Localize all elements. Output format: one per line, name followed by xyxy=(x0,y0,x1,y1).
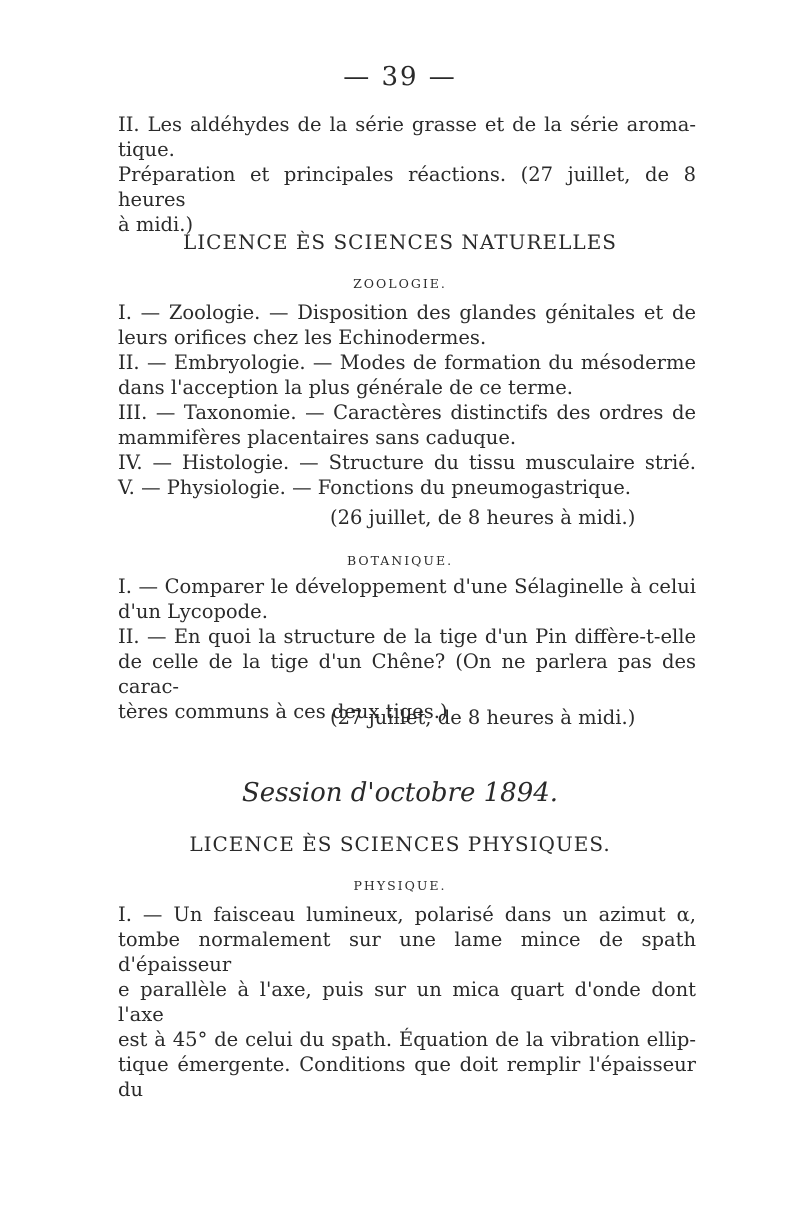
text-line: dans l'acception la plus générale de ce terme. xyxy=(118,376,573,399)
page-number: — 39 — xyxy=(343,62,457,92)
text-line: I. — Zoologie. — Disposition des glandes génitales et de xyxy=(118,301,696,324)
text-line: tique émergente. Conditions que doit remplir l'épaisseur du xyxy=(118,1053,696,1101)
zoologie-questions xyxy=(118,300,696,500)
text-line: leurs orifices chez les Echinodermes. xyxy=(118,326,487,349)
physique-questions xyxy=(118,902,696,1102)
text-line: tique. xyxy=(118,138,175,161)
text-line: e parallèle à l'axe, puis sur un mica quart d'onde dont l'axe xyxy=(118,978,696,1026)
text-line: d'un Lycopode. xyxy=(118,600,268,623)
text-line: mammifères placentaires sans caduque. xyxy=(118,426,517,449)
subsection-title-physique: PHYSIQUE. xyxy=(353,878,447,893)
session-title: Session d'octobre 1894. xyxy=(241,778,559,808)
text-line: tombe normalement sur une lame mince de spath d'épaisseur xyxy=(118,928,696,976)
text-line: est à 45° de celui du spath. Équation de la vibration ellip- xyxy=(118,1028,696,1051)
text-line: I. — Comparer le développement d'une Sélaginelle à celui xyxy=(118,575,696,598)
section-heading-physiques: LICENCE ÈS SCIENCES PHYSIQUES. xyxy=(189,832,611,856)
text-line: III. — Taxonomie. — Caractères distinctifs des ordres de xyxy=(118,401,696,424)
zoologie-date: (26 juillet, de 8 heures à midi.) xyxy=(330,506,636,529)
text-line: Préparation et principales réactions. (27 juillet, de 8 heures xyxy=(118,163,696,211)
botanique-questions xyxy=(118,574,696,724)
text-line: II. — En quoi la structure de la tige d'un Pin diffère-t-elle xyxy=(118,625,696,648)
text-line: II. — Embryologie. — Modes de formation du mésoderme xyxy=(118,351,696,374)
text-line: de celle de la tige d'un Chêne? (On ne parlera pas des carac- xyxy=(118,650,696,698)
text-line: I. — Un faisceau lumineux, polarisé dans un azimut α, xyxy=(118,903,696,926)
text-line: II. Les aldéhydes de la série grasse et de la série aroma- xyxy=(118,113,696,136)
intro-paragraph xyxy=(118,112,696,237)
text-line: V. — Physiologie. — Fonctions du pneumogastrique. xyxy=(118,476,631,499)
subsection-title-zoologie: ZOOLOGIE. xyxy=(353,276,447,291)
text-line: tères communs à ces deux tiges.) xyxy=(118,700,448,723)
text-line: IV. — Histologie. — Structure du tissu musculaire strié. xyxy=(118,451,696,474)
section-heading-naturelles: LICENCE ÈS SCIENCES NATURELLES xyxy=(182,230,618,254)
botanique-date: (27 juillet, de 8 heures à midi.) xyxy=(330,706,636,729)
text-line: à midi.) xyxy=(118,213,194,236)
subsection-title-botanique: BOTANIQUE. xyxy=(346,553,454,568)
